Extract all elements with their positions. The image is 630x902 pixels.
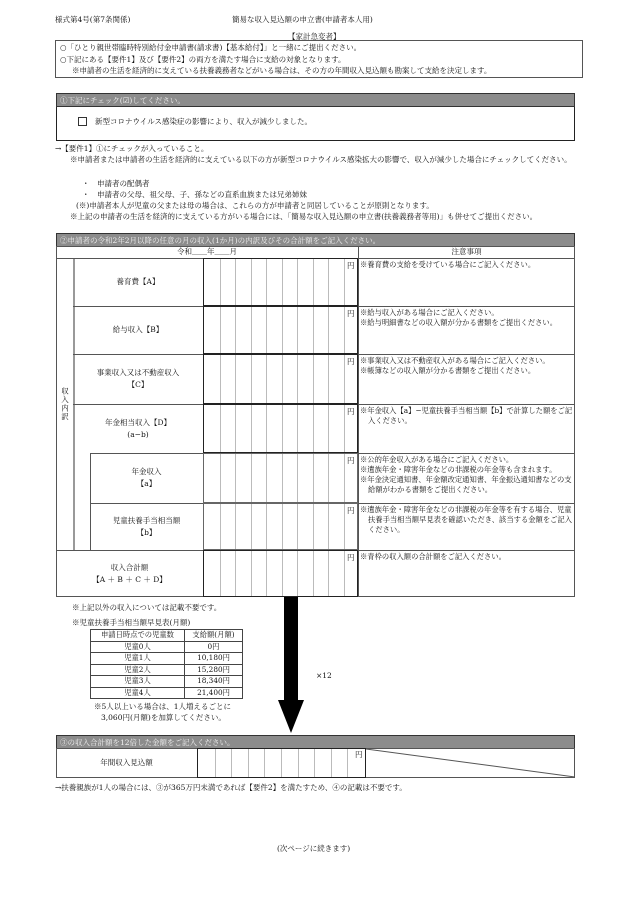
- yen-label: 円: [347, 553, 355, 562]
- digit-cell-divider: [328, 405, 329, 452]
- note-line: ※帳簿などの収入額が分かる書類をご提出ください。: [360, 366, 536, 375]
- requirement1-bullet: ・ 申請者の配偶者: [82, 179, 150, 188]
- note-line: ※年金決定通知書、年金額改定通知書、年金振込通知書などの支給額がわかる書類をご提出ください。: [360, 475, 572, 494]
- label-line: 【a】: [136, 479, 157, 488]
- digit-cell-divider: [313, 405, 314, 452]
- digit-cell-divider: [313, 259, 314, 305]
- table-row: [91, 641, 243, 653]
- income-row-label: [73, 404, 203, 453]
- digit-cell-divider: [251, 405, 252, 452]
- digit-cell-divider: [344, 259, 345, 305]
- amount-input[interactable]: [203, 306, 358, 354]
- label-line: 養育費【A】: [116, 277, 160, 286]
- table-header: 申請日時点での児童数: [91, 630, 185, 642]
- yen-label: 円: [347, 309, 355, 318]
- note-line: ※年金収入【a】−児童扶養手当相当額【b】で計算した額をご記入ください。: [360, 406, 573, 425]
- digit-cell-divider: [235, 454, 236, 502]
- label-line: 【A ＋ B ＋ C ＋ D】: [92, 574, 167, 584]
- table-cell: 15,280円: [185, 664, 243, 676]
- amount-input[interactable]: [203, 354, 358, 404]
- digit-cell-divider: [220, 405, 221, 452]
- digit-cell-divider: [266, 405, 267, 452]
- table-row: [91, 687, 243, 699]
- section2-header: ②申請者の令和2年2月以降の任意の月の収入(1か月)の内訳及びその合計額をご記入ください。: [56, 233, 575, 247]
- amount-input[interactable]: [203, 550, 358, 597]
- quick-table-title: ※児童扶養手当相当額早見表(月額): [72, 618, 191, 627]
- quick-table-note: ※5人以上いる場合は、1人増えるごとに: [94, 702, 232, 711]
- note-line: ※遺族年金・障害年金などの非課税の年金等も含まれます。: [360, 465, 557, 474]
- notes-header: 注意事項: [451, 247, 482, 256]
- digit-cell-divider: [220, 454, 221, 502]
- quick-reference-table: [90, 629, 243, 699]
- requirement1-note2: (※)申請者本人が児童の父または母の場合は、これらの方が申請者と同居していることが原則となります。: [76, 201, 434, 210]
- category-label: 【家計急変者】: [288, 32, 341, 41]
- income-row-label: [73, 258, 203, 306]
- digit-cell-divider: [313, 454, 314, 502]
- income-row-label: [90, 453, 203, 503]
- table-header: 支給額(月額): [185, 630, 243, 642]
- digit-cell-divider: [328, 259, 329, 305]
- digit-cell-divider: [297, 454, 298, 502]
- down-arrow-icon: [284, 597, 298, 702]
- digit-cell-divider: [344, 355, 345, 403]
- yen-label: 円: [347, 407, 355, 416]
- table-cell: 18,340円: [185, 676, 243, 688]
- footer-continued: (次ページに続きます): [277, 844, 351, 853]
- row-notes: [358, 354, 575, 404]
- digit-cell-divider: [266, 504, 267, 549]
- label-line: 収入合計額: [110, 562, 149, 572]
- digit-cell-divider: [282, 454, 283, 502]
- digit-cell-divider: [313, 551, 314, 596]
- requirement1-title: →【要件1】①にチェックが入っていること。: [55, 144, 209, 153]
- digit-cell-divider: [235, 504, 236, 549]
- section3-header: ③の収入合計額を12倍した金額をご記入ください。: [56, 735, 575, 749]
- table-row: [91, 676, 243, 688]
- digit-cell-divider: [344, 504, 345, 549]
- digit-cell-divider: [266, 307, 267, 353]
- row-notes: [358, 404, 575, 453]
- digit-cell-divider: [266, 551, 267, 596]
- digit-cell-divider: [297, 355, 298, 403]
- digit-cell-divider: [220, 259, 221, 305]
- digit-cell-divider: [282, 504, 283, 549]
- label-line: 【C】: [127, 380, 149, 389]
- table-cell: 児童3人: [91, 676, 185, 688]
- label-line: 【b】: [136, 527, 157, 537]
- annual-yen: 円: [355, 750, 363, 759]
- note-line: ※給与明細書などの収入額が分かる書類をご提出ください。: [360, 318, 558, 327]
- digit-cell-divider: [297, 504, 298, 549]
- intro-box: [55, 40, 583, 78]
- row-notes: [358, 503, 575, 550]
- income-row-label: [56, 550, 203, 597]
- digit-cell-divider: [328, 307, 329, 353]
- digit-cell-divider: [328, 355, 329, 403]
- digit-cell-divider: [297, 405, 298, 452]
- income-row-label: [73, 306, 203, 354]
- down-arrow-head-icon: [278, 700, 304, 733]
- diagonal-strike: [366, 748, 575, 778]
- digit-cell-divider: [235, 405, 236, 452]
- multiplier-label: ×12: [316, 671, 332, 680]
- digit-cell-divider: [344, 307, 345, 353]
- row-notes: [358, 453, 575, 503]
- row-notes: [358, 306, 575, 354]
- label-line: 児童扶養手当相当額: [112, 515, 181, 525]
- digit-cell-divider: [251, 551, 252, 596]
- digit-cell-divider: [328, 454, 329, 502]
- digit-cell-divider: [297, 259, 298, 305]
- digit-cell-divider: [297, 307, 298, 353]
- digit-cell-divider: [231, 749, 232, 777]
- annual-income-label: 年間収入見込額: [100, 758, 153, 767]
- note-line: ※給与収入がある場合にご記入ください。: [360, 308, 499, 317]
- note-line: ※公的年金収入がある場合にご記入ください。: [360, 455, 514, 464]
- digit-cell-divider: [248, 749, 249, 777]
- digit-cell-divider: [344, 454, 345, 502]
- digit-cell-divider: [215, 749, 216, 777]
- digit-cell-divider: [347, 749, 348, 777]
- digit-cell-divider: [328, 551, 329, 596]
- digit-cell-divider: [220, 504, 221, 549]
- digit-cell-divider: [328, 504, 329, 549]
- table-cell: 0円: [185, 641, 243, 653]
- digit-cell-divider: [251, 259, 252, 305]
- digit-cell-divider: [266, 259, 267, 305]
- digit-cell-divider: [266, 355, 267, 403]
- table-header-row: [91, 630, 243, 642]
- digit-cell-divider: [313, 355, 314, 403]
- requirement1-note: ※申請者または申請者の生活を経済的に支えている以下の方が新型コロナウイルス感染拡大の影響で、収入が減少した場合にチェックしてください。: [70, 155, 572, 164]
- table-cell: 児童0人: [91, 641, 185, 653]
- row-notes: [358, 550, 575, 597]
- digit-cell-divider: [220, 551, 221, 596]
- intro-line: ○下記にある【要件1】及び【要件2】の両方を満たす場合に支給の対象となります。: [60, 54, 346, 64]
- digit-cell-divider: [235, 259, 236, 305]
- digit-cell-divider: [313, 504, 314, 549]
- label-line: 事業収入又は不動産収入: [96, 368, 180, 377]
- note-line: ※事業収入又は不動産収入がある場合にご記入ください。: [360, 356, 550, 365]
- digit-cell-divider: [313, 307, 314, 353]
- digit-cell-divider: [282, 259, 283, 305]
- form-number: 様式第4号(第7条関係): [55, 15, 131, 24]
- digit-cell-divider: [314, 749, 315, 777]
- table-row: [91, 664, 243, 676]
- digit-cell-divider: [344, 405, 345, 452]
- note-line: ※青枠の収入額の合計額をご記入ください。: [360, 552, 506, 561]
- digit-cell-divider: [220, 307, 221, 353]
- label-line: 年金相当収入【D】: [104, 417, 171, 427]
- digit-cell-divider: [251, 307, 252, 353]
- intro-line: ※申請者の生活を経済的に支えている扶養義務者などがいる場合は、その方の年間収入見込額も勘案して支給を決定します。: [72, 66, 492, 75]
- amount-input[interactable]: [203, 503, 358, 550]
- amount-input[interactable]: [203, 404, 358, 453]
- table-row: [91, 653, 243, 665]
- income-breakdown-label: 収入内訳: [60, 387, 70, 421]
- digit-cell-divider: [220, 355, 221, 403]
- label-line: 年金収入: [131, 467, 162, 476]
- requirement1-bullet: ・ 申請者の父母、祖父母、子、孫などの直系血族または兄弟姉妹: [82, 190, 307, 199]
- form-title: 簡易な収入見込額の申立書(申請者本人用): [232, 15, 373, 24]
- section2-footnote: ※上記以外の収入については記載不要です。: [72, 603, 222, 612]
- income-row-label: [73, 354, 203, 404]
- covid-checkbox[interactable]: [78, 117, 87, 126]
- table-cell: 21,400円: [185, 687, 243, 699]
- income-row-label: [90, 503, 203, 550]
- requirement1-note3: ※上記の申請者の生活を経済的に支えている方がいる場合には、「簡易な収入見込額の申立書(扶養義務者等用)」も併せてご提出ください。: [70, 212, 538, 221]
- table-cell: 児童4人: [91, 687, 185, 699]
- yen-label: 円: [347, 261, 355, 270]
- note-line: ※養育費の支給を受けている場合にご記入ください。: [360, 260, 536, 269]
- amount-input[interactable]: [203, 453, 358, 503]
- table-cell: 10,180円: [185, 653, 243, 665]
- digit-cell-divider: [331, 749, 332, 777]
- digit-cell-divider: [235, 307, 236, 353]
- yen-label: 円: [347, 456, 355, 465]
- section3-note: →扶養親族が1人の場合には、③が365万円未満であれば【要件2】を満たすため、④の記載は不要です。: [55, 783, 407, 792]
- amount-input[interactable]: [203, 258, 358, 306]
- digit-cell-divider: [251, 355, 252, 403]
- quick-table-note: 3,060円(月額)を加算してください。: [101, 713, 226, 722]
- digit-cell-divider: [251, 454, 252, 502]
- digit-cell-divider: [251, 504, 252, 549]
- row-notes: [358, 258, 575, 306]
- digit-cell-divider: [282, 405, 283, 452]
- checkbox-label: 新型コロナウイルス感染症の影響により、収入が減少しました。: [95, 117, 313, 126]
- yen-label: 円: [347, 506, 355, 515]
- digit-cell-divider: [298, 749, 299, 777]
- label-line: 給与収入【B】: [112, 325, 164, 334]
- label-line: (a−b): [127, 429, 149, 439]
- table-cell: 児童1人: [91, 653, 185, 665]
- yen-label: 円: [347, 357, 355, 366]
- digit-cell-divider: [282, 355, 283, 403]
- intro-line: ○「ひとり親世帯臨時特別給付金申請書(請求書)【基本給付】」と一緒にご提出ください。: [60, 43, 362, 52]
- digit-cell-divider: [235, 355, 236, 403]
- digit-cell-divider: [297, 551, 298, 596]
- digit-cell-divider: [282, 551, 283, 596]
- table-cell: 児童2人: [91, 664, 185, 676]
- date-label: 令和＿＿年＿＿月: [177, 247, 237, 256]
- note-line: ※遺族年金・障害年金などの非課税の年金等を有する場合、児童扶養手当相当額早見表を確認いただき、該当する金額をご記入ください。: [360, 505, 573, 534]
- digit-cell-divider: [266, 454, 267, 502]
- digit-cell-divider: [282, 307, 283, 353]
- digit-cell-divider: [344, 551, 345, 596]
- digit-cell-divider: [235, 551, 236, 596]
- digit-cell-divider: [281, 749, 282, 777]
- annual-income-input[interactable]: [197, 748, 366, 778]
- digit-cell-divider: [264, 749, 265, 777]
- section1-header: ①下記にチェック(☑)してください。: [56, 93, 575, 107]
